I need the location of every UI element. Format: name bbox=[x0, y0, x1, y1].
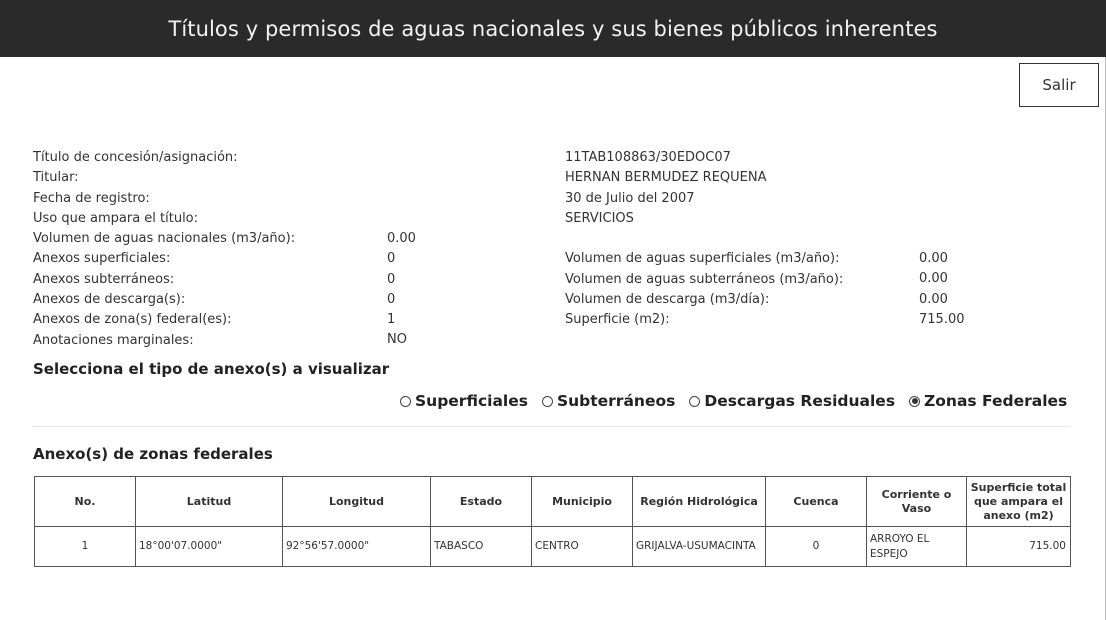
radio-unchecked-icon[interactable] bbox=[400, 396, 411, 407]
label-anexos-descarga: Anexos de descarga(s): bbox=[33, 292, 186, 308]
col-header-cuenca: Cuenca bbox=[766, 477, 867, 527]
radio-subterraneos[interactable] bbox=[542, 392, 675, 410]
radio-label: Zonas Federales bbox=[924, 392, 1068, 410]
label-anexos-zonas-federales: Anexos de zona(s) federal(es): bbox=[33, 312, 232, 328]
label-anexos-subterraneos: Anexos subterráneos: bbox=[33, 271, 175, 287]
label-titulo: Título de concesión/asignación: bbox=[33, 150, 238, 165]
radio-unchecked-icon[interactable] bbox=[689, 396, 700, 407]
label-fecha-registro: Fecha de registro: bbox=[33, 190, 150, 206]
label-volumen-nacionales: Volumen de aguas nacionales (m3/año): bbox=[33, 231, 296, 247]
col-header-region: Región Hidrológica bbox=[633, 477, 766, 527]
label-anexos-superficiales: Anexos superficiales: bbox=[33, 251, 171, 267]
value-volumen-superficiales: 0.00 bbox=[919, 251, 948, 266]
value-anotaciones: NO bbox=[387, 332, 407, 348]
radio-superficiales[interactable] bbox=[400, 392, 528, 410]
page-title: Títulos y permisos de aguas nacionales y sus bienes públicos inherentes bbox=[168, 16, 938, 41]
cell-no: 1 bbox=[35, 527, 136, 567]
label-volumen-descarga: Volumen de descarga (m3/día): bbox=[565, 292, 770, 308]
spacer-row bbox=[565, 229, 843, 249]
label-uso: Uso que ampara el título: bbox=[33, 210, 199, 226]
annex-table bbox=[34, 476, 1071, 567]
label-superficie: Superficie (m2): bbox=[565, 312, 670, 328]
label-volumen-superficiales: Volumen de aguas superficiales (m3/año): bbox=[565, 251, 840, 267]
cell-longitud: 92°56'57.0000" bbox=[283, 527, 431, 567]
label-volumen-subterraneos: Volumen de aguas subterráneos (m3/año): bbox=[565, 271, 844, 287]
details-right bbox=[565, 148, 843, 331]
cell-superficie: 715.00 bbox=[967, 527, 1071, 567]
col-header-latitud: Latitud bbox=[136, 477, 283, 527]
cell-corriente: ARROYO EL ESPEJO bbox=[867, 527, 967, 567]
radio-zonas-federales[interactable] bbox=[909, 392, 1067, 410]
annex-type-radio-group bbox=[400, 390, 1067, 412]
col-header-municipio: Municipio bbox=[532, 477, 633, 527]
details-left-labels bbox=[33, 148, 295, 351]
value-volumen-subterraneos: 0.00 bbox=[919, 271, 948, 287]
table-header-row bbox=[35, 477, 1071, 527]
radio-unchecked-icon[interactable] bbox=[542, 396, 553, 407]
value-anexos-zonas-federales: 1 bbox=[387, 312, 396, 328]
value-superficie: 715.00 bbox=[919, 311, 965, 327]
exit-button[interactable]: Salir bbox=[1019, 63, 1099, 107]
radio-descargas-residuales[interactable] bbox=[689, 392, 895, 410]
value-anexos-subterraneos: 0 bbox=[387, 271, 396, 287]
radio-label: Descargas Residuales bbox=[704, 392, 896, 410]
table-row bbox=[35, 527, 1071, 567]
selector-title: Selecciona el tipo de anexo(s) a visualizar bbox=[33, 360, 390, 378]
details-right-values bbox=[919, 249, 965, 330]
col-header-superficie: Superficie total que ampara el anexo (m2) bbox=[967, 477, 1071, 527]
col-header-estado: Estado bbox=[431, 477, 532, 527]
radio-label: Superficiales bbox=[415, 392, 528, 410]
col-header-longitud: Longitud bbox=[283, 477, 431, 527]
cell-cuenca: 0 bbox=[766, 527, 867, 567]
col-header-corriente: Corriente o Vaso bbox=[867, 477, 967, 527]
section-divider bbox=[33, 426, 1070, 427]
annex-title: Anexo(s) de zonas federales bbox=[33, 445, 273, 463]
cell-estado: TABASCO bbox=[431, 527, 532, 567]
cell-region: GRIJALVA-USUMACINTA bbox=[633, 527, 766, 567]
details-left-values bbox=[387, 229, 416, 351]
radio-checked-icon[interactable] bbox=[909, 396, 920, 407]
value-anexos-descarga: 0 bbox=[387, 291, 396, 307]
col-header-no: No. bbox=[35, 477, 136, 527]
cell-latitud: 18°00'07.0000" bbox=[136, 527, 283, 567]
radio-label: Subterráneos bbox=[556, 392, 676, 410]
cell-municipio: CENTRO bbox=[532, 527, 633, 567]
value-titular: HERNAN BERMUDEZ REQUENA bbox=[565, 170, 767, 186]
value-fecha-registro: 30 de Julio del 2007 bbox=[565, 190, 695, 206]
value-uso: SERVICIOS bbox=[565, 210, 634, 226]
label-anotaciones: Anotaciones marginales: bbox=[33, 332, 194, 348]
page-header bbox=[0, 0, 1106, 57]
value-anexos-superficiales: 0 bbox=[387, 251, 396, 267]
value-titulo: 11TAB108863/30EDOC07 bbox=[565, 150, 731, 165]
value-volumen-descarga: 0.00 bbox=[919, 291, 948, 307]
label-titular: Titular: bbox=[33, 170, 79, 186]
value-volumen-nacionales: 0.00 bbox=[387, 231, 416, 246]
